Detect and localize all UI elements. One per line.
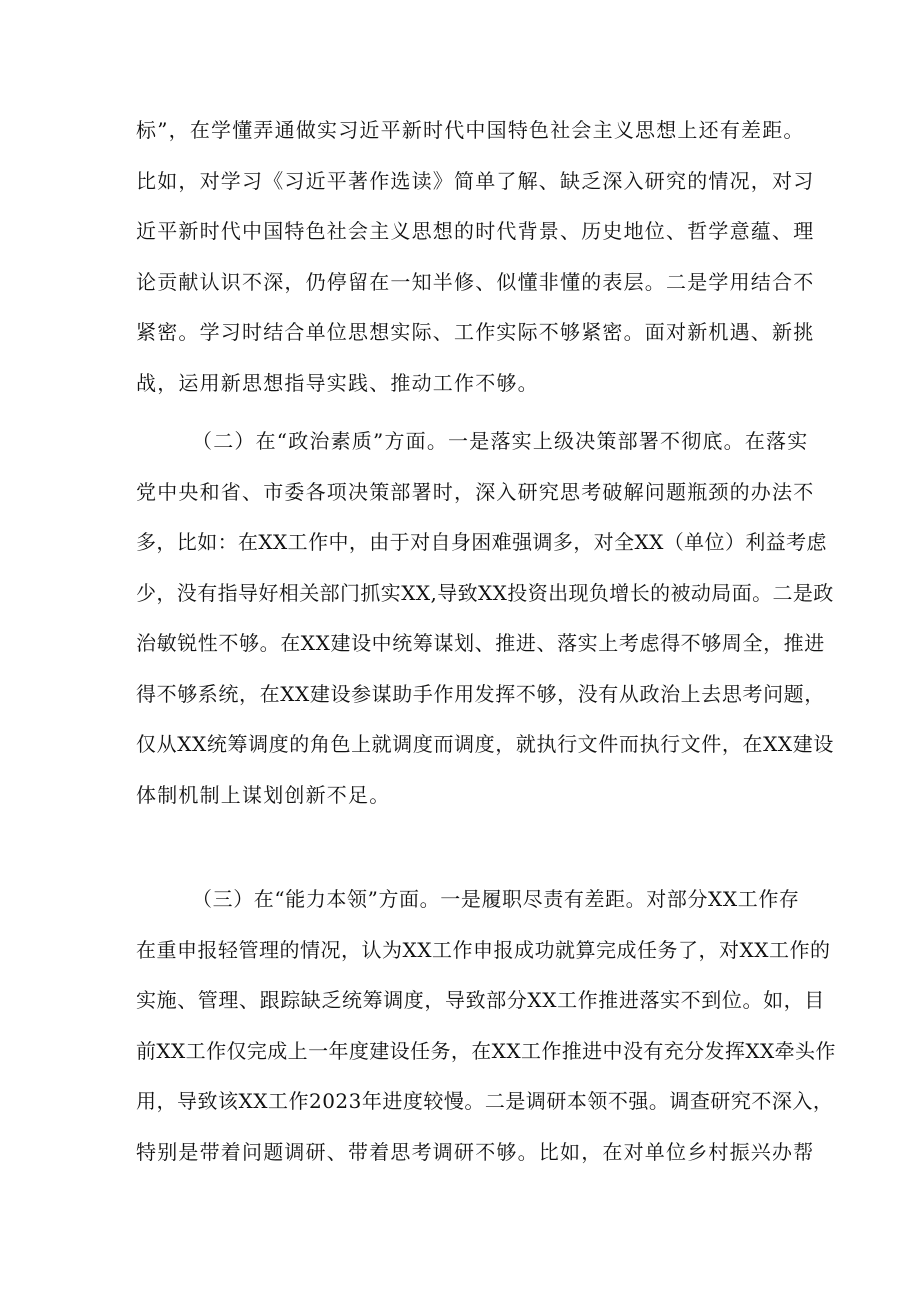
text-line: 体制机制上谋划创新不足。 xyxy=(136,782,391,807)
text-line: 用，导致该XX工作2023年进度较慢。二是调研本领不强。调查研究不深入， xyxy=(136,1089,834,1113)
paragraph-capability xyxy=(136,874,836,1177)
text-line: 党中央和省、市委各项决策部署时，深入研究思考破解问题瓶颈的办法不 xyxy=(136,479,815,504)
text-line: 比如，对学习《习近平著作选读》简单了解、缺乏深入研究的情况，对习 xyxy=(136,168,815,193)
paragraph-study-gap xyxy=(136,105,815,408)
text-line: 特别是带着问题调研、带着思考调研不够。比如，在对单位乡村振兴办帮 xyxy=(136,1139,815,1164)
text-line: 少，没有指导好相关部门抓实XX,导致XX投资出现负增长的被动局面。二是政 xyxy=(136,580,834,605)
text-line: （二）在“政治素质”方面。一是落实上级决策部署不彻底。在落实 xyxy=(192,429,809,453)
text-line: 紧密。学习时结合单位思想实际、工作实际不够紧密。面对新机遇、新挑 xyxy=(136,320,815,344)
text-line: （三）在“能力本领”方面。一是履职尽责有差距。对部分XX工作存 xyxy=(192,887,800,911)
text-line: 仅从XX统筹调度的角色上就调度而调度，就执行文件而执行文件，在XX建设 xyxy=(136,732,834,756)
text-line: 标”，在学懂弄通做实习近平新时代中国特色社会主义思想上还有差距。 xyxy=(136,118,805,142)
text-line: 得不够系统，在XX建设参谋助手作用发挥不够，没有从政治上去思考问题， xyxy=(136,681,825,706)
text-line: 治敏锐性不够。在XX建设中统筹谋划、推进、落实上考虑得不够周全，推进 xyxy=(136,631,825,655)
text-line: 前XX工作仅完成上一年度建设任务，在XX工作推进中没有充分发挥XX牵头作 xyxy=(136,1038,836,1063)
text-line: 战，运用新思想指导实践、推动工作不够。 xyxy=(136,370,539,395)
text-line: 近平新时代中国特色社会主义思想的时代背景、历史地位、哲学意蕴、理 xyxy=(136,219,815,243)
text-line: 在重申报轻管理的情况，认为XX工作申报成功就算完成任务了，对XX工作的 xyxy=(136,937,831,962)
text-line: 多，比如：在XX工作中，由于对自身困难强调多，对全XX（单位）利益考虑 xyxy=(136,530,827,554)
text-line: 实施、管理、跟踪缺乏统筹调度，导致部分XX工作推进落实不到位。如，目 xyxy=(136,988,825,1012)
text-line: 论贡献认识不深，仍停留在一知半修、似懂非懂的表层。二是学用结合不 xyxy=(136,269,815,294)
paragraph-political-quality xyxy=(136,416,834,820)
